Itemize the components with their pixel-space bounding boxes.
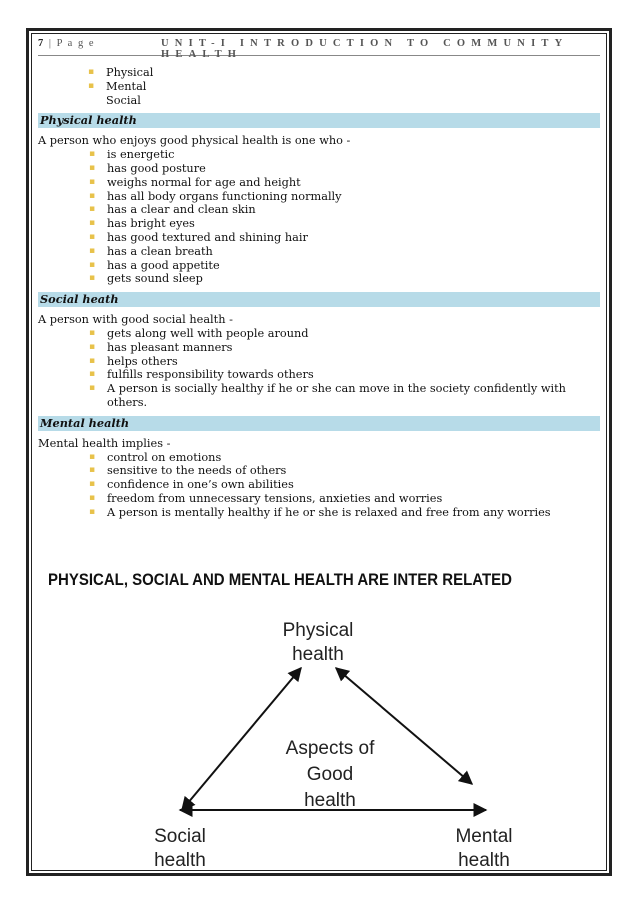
page-number <box>38 38 95 49</box>
page-word: | P a g e <box>48 38 95 49</box>
node-social-line2: health <box>154 850 206 868</box>
social-list <box>38 327 600 410</box>
section-heading-mental: Mental health <box>38 416 600 431</box>
center-line1: Aspects of <box>285 738 375 759</box>
list-item: ▪ weighs normal for age and height <box>89 176 600 190</box>
list-item: ▪ has pleasant manners <box>89 341 600 355</box>
list-item: ▪ helps others <box>89 355 600 369</box>
list-item: Social <box>106 93 141 107</box>
list-item: ▪ has a good appetite <box>89 259 600 273</box>
list-item: ▪ has good posture <box>89 162 600 176</box>
page-number-value: 7 <box>38 38 45 49</box>
physical-list <box>38 148 600 286</box>
center-line3: health <box>304 790 356 811</box>
list-item: ▪ has a clear and clean skin <box>89 203 600 217</box>
section-heading-social: Social heath <box>38 292 600 307</box>
list-item: ▪ confidence in one’s own abilities <box>89 478 600 492</box>
list-item: ▪ A person is socially healthy if he or she can move in the society confidently with others. <box>89 382 600 410</box>
unit-title: UNIT-I INTRODUCTION TO COMMUNITY HEALTH <box>161 38 568 60</box>
list-item: ▪ has good textured and shining hair <box>89 231 600 245</box>
list-item: ▪ Mental <box>88 80 600 94</box>
node-physical-line1: Physical <box>282 620 354 641</box>
list-item: ▪ A person is mentally healthy if he or she is relaxed and free from any worries <box>89 506 600 520</box>
node-mental-line1: Mental <box>455 826 513 847</box>
arrow-social-physical <box>182 668 301 810</box>
list-item: ▪ is energetic <box>89 148 600 162</box>
node-mental-line2: health <box>458 850 510 868</box>
list-item: ▪ gets sound sleep <box>89 272 600 286</box>
mental-lead: Mental health implies - <box>38 436 171 450</box>
arrow-physical-mental <box>336 668 472 784</box>
document-body <box>38 66 600 520</box>
list-item: ▪ has a clean breath <box>89 245 600 259</box>
health-triangle-diagram <box>38 562 600 870</box>
list-item: ▪ Physical <box>88 66 600 80</box>
physical-lead: A person who enjoys good physical health is one who - <box>38 134 351 148</box>
list-item: ▪ fulfills responsibility towards others <box>89 368 600 382</box>
social-lead: A person with good social health - <box>38 313 233 327</box>
center-line2: Good <box>306 764 354 785</box>
list-item: ▪ gets along well with people around <box>89 327 600 341</box>
diagram-title: PHYSICAL, SOCIAL AND MENTAL HEALTH ARE INTER RELATED <box>48 571 513 589</box>
list-item: ▪ has bright eyes <box>89 217 600 231</box>
page-header <box>38 37 600 60</box>
mental-list <box>38 451 600 520</box>
section-heading-physical: Physical health <box>38 113 600 128</box>
node-social-line1: Social <box>154 826 206 847</box>
node-physical-line2: health <box>292 644 344 665</box>
list-item: ▪ has all body organs functioning normally <box>89 190 600 204</box>
list-item: ▪ sensitive to the needs of others <box>89 464 600 478</box>
intro-list <box>38 66 600 107</box>
diagram-svg <box>38 562 600 868</box>
list-item: ▪ control on emotions <box>89 451 600 465</box>
list-item: ▪ freedom from unnecessary tensions, anxieties and worries <box>89 492 600 506</box>
